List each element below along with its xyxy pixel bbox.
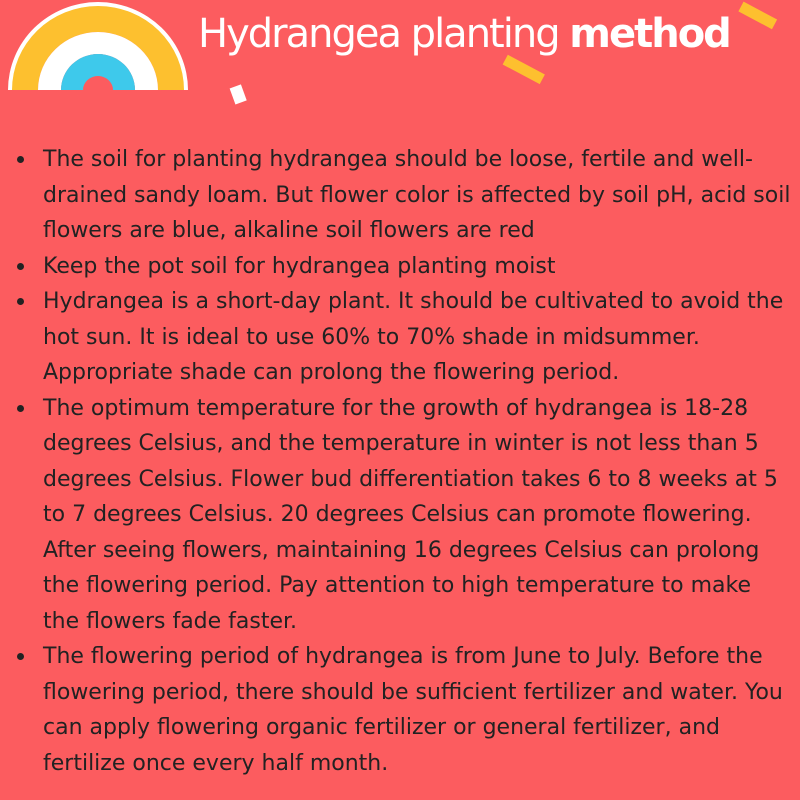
page-title (198, 6, 730, 62)
bullet-item-soil: The soil for planting hydrangea should be loose, fertile and well-drained sandy loam. But flower color is affected by soil pH, acid soil flowers are blue, alkaline soil flowers are red (0, 142, 800, 249)
confetti-white-small (230, 84, 247, 104)
bullet-item-shade: Hydrangea is a short-day plant. It should be cultivated to avoid the hot sun. It is ideal to use 60% to 70% shade in midsummer. Appropriate shade can prolong the flowering period. (0, 284, 800, 391)
bullet-item-moist: Keep the pot soil for hydrangea planting moist (0, 249, 800, 285)
confetti-yellow-top-right (738, 2, 777, 30)
title-part-1: Hydrangea planting (198, 11, 570, 57)
bullet-list (0, 142, 800, 781)
bullet-item-fertilizer: The flowering period of hydrangea is from June to July. Before the flowering period, there should be sufficient fertilizer and water. You can apply flowering organic fertilizer or general fertilizer, and fertilize once every half month. (0, 639, 800, 781)
title-part-2: method (569, 11, 730, 57)
bullet-item-temperature: The optimum temperature for the growth of hydrangea is 18-28 degrees Celsius, and the temperature in winter is not less than 5 degrees Celsius. Flower bud differentiation takes 6 to 8 weeks at 5 to 7 degrees Celsius. 20 degrees Celsius can promote flowering. After seeing flowers, maintaining 16 degrees Celsius can prolong the flowering period. Pay attention to high temperature to make the flowers fade faster. (0, 391, 800, 640)
